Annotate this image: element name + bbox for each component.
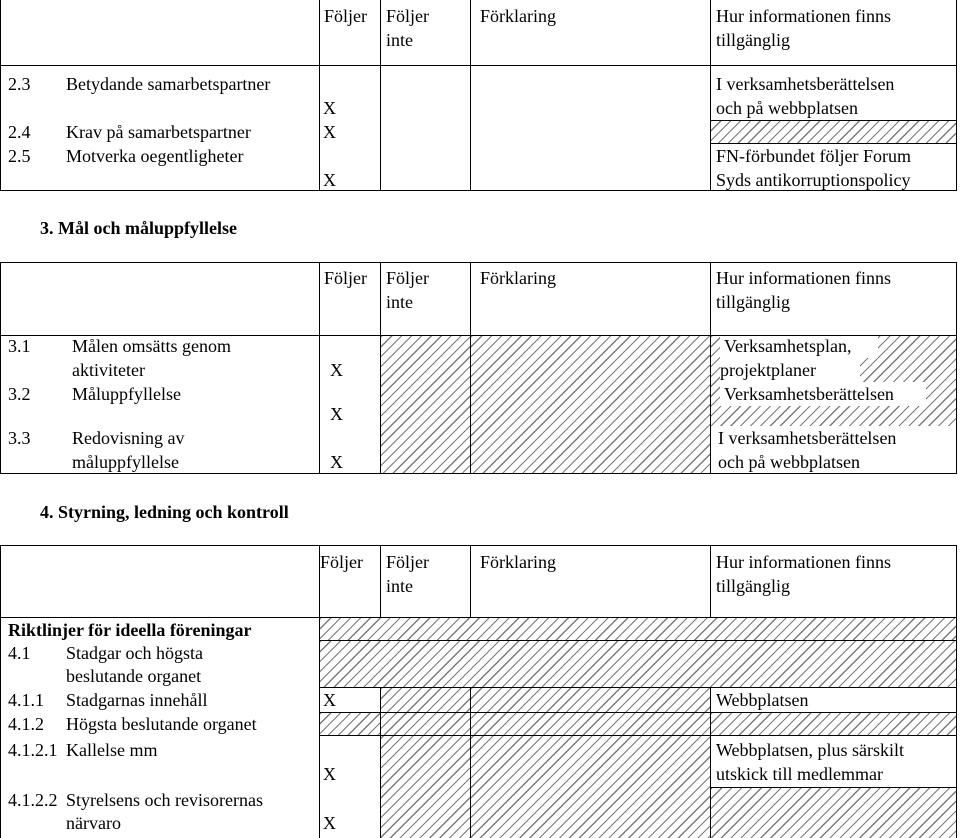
row-label-line2: närvaro [66, 813, 121, 833]
row-num: 2.4 [8, 122, 31, 142]
section-4-subheading: Riktlinjer för ideella föreningar [8, 620, 252, 640]
header-follows: Följer [324, 6, 367, 26]
hatched-cell [471, 688, 710, 838]
section-3-heading: 3. Mål och måluppfyllelse [40, 218, 237, 238]
section-4-heading: 4. Styrning, ledning och kontroll [40, 502, 289, 522]
row-mark: X [323, 690, 336, 710]
header-follows-not: Följer [386, 268, 429, 288]
row-info-line2: projektplaner [720, 360, 816, 380]
row-mark: X [323, 170, 336, 190]
header-explanation: Förklaring [480, 552, 556, 572]
row-label: Styrelsens och revisorernas [66, 790, 263, 810]
row-label: Stadgar och högsta [66, 643, 203, 663]
row-mark: X [323, 98, 336, 118]
header-info-line2: tillgänglig [716, 30, 790, 50]
header-explanation: Förklaring [480, 6, 556, 26]
row-label: Kallelse mm [66, 740, 158, 760]
row-info: Verksamhetsplan, [724, 336, 852, 356]
row-info-line2: och på webbplatsen [718, 452, 860, 472]
header-follows-not-line2: inte [386, 576, 413, 596]
header-info: Hur informationen finns [716, 552, 891, 572]
row-label: Motverka oegentligheter [66, 146, 244, 166]
row-label-line2: aktiviteter [72, 360, 145, 380]
header-info-line2: tillgänglig [716, 292, 790, 312]
row-label-line2: måluppfyllelse [72, 452, 179, 472]
header-follows: Följer [320, 552, 363, 572]
row-num: 4.1.1 [8, 690, 44, 710]
row-mark: X [330, 360, 343, 380]
row-info-line2: Syds antikorruptionspolicy [716, 170, 911, 190]
row-info: FN-förbundet följer Forum [716, 146, 911, 166]
hatched-cell [381, 688, 470, 838]
row-label: Högsta beslutande organet [66, 714, 257, 734]
hatched-cell [711, 788, 957, 838]
hatched-cell [320, 713, 380, 735]
row-info: Verksamhetsberättelsen [724, 384, 894, 404]
header-follows-not-line2: inte [386, 292, 413, 312]
header-explanation: Förklaring [480, 268, 556, 288]
row-num: 4.1.2.2 [8, 790, 58, 810]
row-label: Stadgarnas innehåll [66, 690, 208, 710]
header-follows: Följer [324, 268, 367, 288]
row-info: Webbplatsen, plus särskilt [716, 740, 905, 760]
row-mark: X [330, 404, 343, 424]
row-label: Betydande samarbetspartner [66, 74, 271, 94]
row-info: I verksamhetsberättelsen [716, 74, 895, 94]
row-num: 3.1 [8, 336, 31, 356]
hatched-cell [320, 618, 957, 640]
row-label: Krav på samarbetspartner [66, 122, 251, 142]
header-follows-not: Följer [386, 6, 429, 26]
row-label: Måluppfyllelse [72, 384, 181, 404]
hatched-cell [471, 336, 710, 474]
hatched-cell [320, 641, 957, 687]
header-follows-not: Följer [386, 552, 429, 572]
hatched-cell [710, 121, 957, 143]
row-mark: X [323, 764, 336, 784]
row-num: 3.2 [8, 384, 31, 404]
header-follows-not-line2: inte [386, 30, 413, 50]
row-mark: X [323, 122, 336, 142]
hatched-cell [711, 713, 957, 735]
row-info-line2: och på webbplatsen [716, 98, 858, 118]
header-info-line2: tillgänglig [716, 576, 790, 596]
row-num: 4.1 [8, 643, 31, 663]
row-label: Redovisning av [72, 428, 185, 448]
row-mark: X [330, 452, 343, 472]
row-label-line2: beslutande organet [66, 666, 202, 686]
header-info: Hur informationen finns [716, 268, 891, 288]
row-label: Målen omsätts genom [72, 336, 231, 356]
hatched-cell [381, 336, 470, 474]
header-info: Hur informationen finns [716, 6, 891, 26]
row-mark: X [323, 813, 336, 833]
row-info: I verksamhetsberättelsen [718, 428, 897, 448]
row-num: 3.3 [8, 428, 31, 448]
row-info-line2: utskick till medlemmar [716, 764, 883, 784]
row-num: 2.5 [8, 146, 31, 166]
row-num: 4.1.2.1 [8, 740, 58, 760]
row-num: 4.1.2 [8, 714, 44, 734]
row-num: 2.3 [8, 74, 31, 94]
row-info: Webbplatsen [716, 690, 809, 710]
